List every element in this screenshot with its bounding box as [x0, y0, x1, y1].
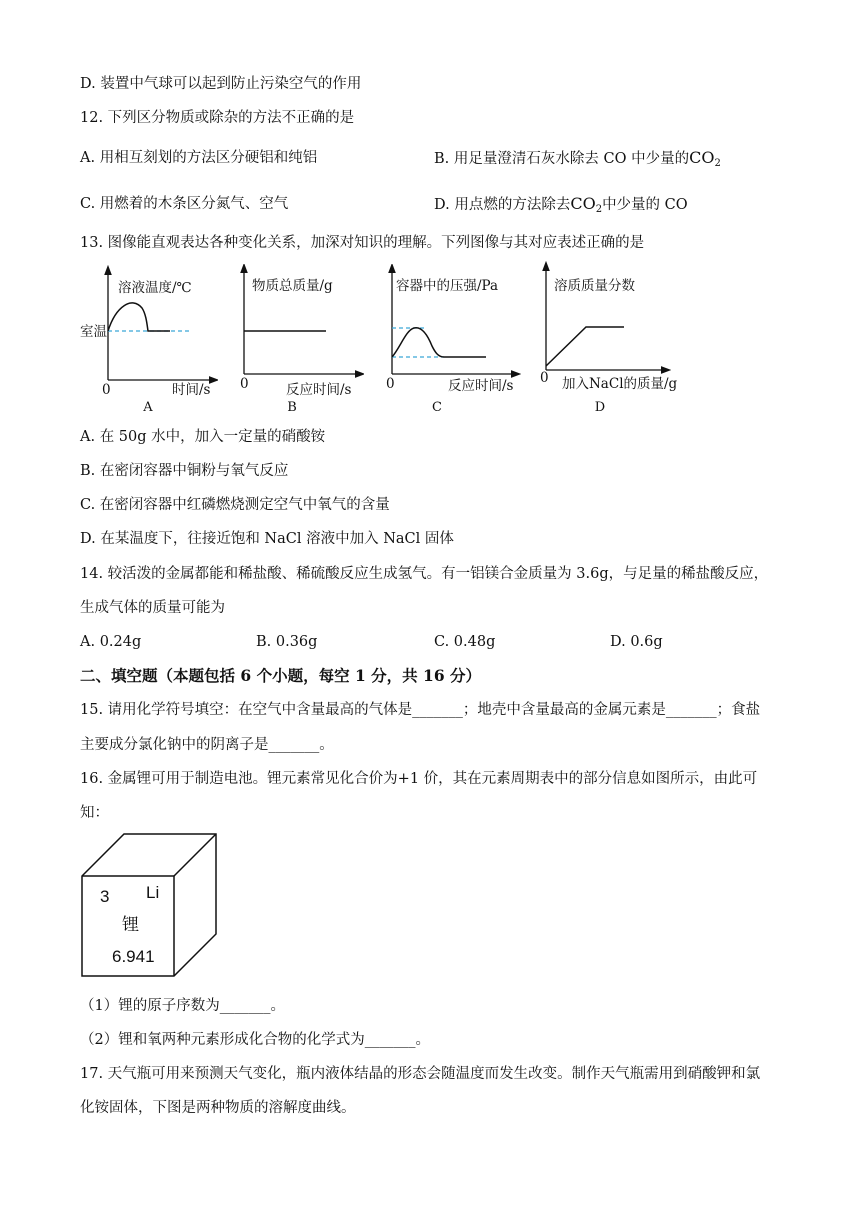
graph-b-origin: 0	[240, 376, 249, 392]
q13-stem: 13. 图像能直观表达各种变化关系，加深对知识的理解。下列图像与其对应表述正确的是	[80, 235, 645, 251]
graph-d-letter: D	[594, 400, 606, 415]
graph-c-ylabel: 容器中的压强/Pa	[396, 278, 499, 294]
element-tile	[80, 832, 220, 982]
element-number: 3	[100, 887, 110, 906]
graph-d-curve	[546, 327, 624, 366]
graph-c-origin: 0	[386, 376, 395, 392]
q16-line2: 知：	[80, 805, 109, 821]
element-name: 锂	[122, 915, 139, 934]
q12-option-d-text: D. 用点燃的方法除去	[434, 197, 571, 213]
graph-a-ylabel: 溶液温度/℃	[118, 280, 192, 296]
q12-option-b-text: B. 用足量澄清石灰水除去 CO 中少量的	[434, 151, 690, 167]
graph-c-curve	[392, 328, 486, 357]
q15-line1: 15. 请用化学符号填空：在空气中含量最高的气体是_______；地壳中含量最高的金属元素是_______；食盐	[80, 702, 761, 718]
graph-d	[536, 260, 688, 398]
q12-option-d-formula: CO	[570, 194, 596, 213]
q14-stem-line1: 14. 较活泼的金属都能和稀盐酸、稀硫酸反应生成氢气。有一铝镁合金质量为 3.6g，与足量的稀盐酸反应，	[80, 566, 769, 582]
q17-line2: 化铵固体，下图是两种物质的溶解度曲线。	[80, 1100, 356, 1116]
graph-a-letter: A	[143, 400, 153, 415]
graph-c	[382, 264, 522, 402]
graph-b-letter: B	[287, 400, 297, 415]
q12-stem: 12. 下列区分物质或除杂的方法不正确的是	[80, 110, 355, 126]
graph-a	[78, 264, 218, 402]
q13-option-c: C. 在密闭容器中红磷燃烧测定空气中氧气的含量	[80, 497, 390, 513]
element-symbol: Li	[146, 883, 160, 902]
q12-option-b-formula: CO	[689, 148, 715, 167]
q11-option-d: D. 装置中气球可以起到防止污染空气的作用	[80, 76, 362, 92]
graph-d-origin: 0	[540, 370, 549, 386]
q15-line2: 主要成分氯化钠中的阴离子是_______。	[80, 737, 334, 753]
q13-option-d: D. 在某温度下，往接近饱和 NaCl 溶液中加入 NaCl 固体	[80, 531, 454, 547]
graph-b	[236, 264, 364, 402]
graph-d-ylabel: 溶质质量分数	[554, 278, 635, 294]
q12-option-d	[434, 194, 688, 220]
q16-sub2: （2）锂和氧两种元素形成化合物的化学式为_______。	[80, 1032, 430, 1048]
element-mass: 6.941	[112, 947, 155, 966]
q12-option-a: A. 用相互刻划的方法区分硬铝和纯铝	[80, 150, 318, 166]
q12-option-b	[434, 148, 721, 174]
graph-a-curve	[108, 303, 170, 331]
graph-b-ylabel: 物质总质量/g	[252, 278, 333, 294]
q16-line1: 16. 金属锂可用于制造电池。锂元素常见化合价为+1 价，其在元素周期表中的部分信息如图所示，由此可	[80, 771, 758, 787]
q13-option-a: A. 在 50g 水中，加入一定量的硝酸铵	[80, 429, 326, 445]
q12-option-d-tail: 中少量的 CO	[602, 197, 688, 213]
q12-option-c: C. 用燃着的木条区分氮气、空气	[80, 196, 289, 212]
q16-sub1: （1）锂的原子序数为_______。	[80, 998, 285, 1014]
q14-option-b: B. 0.36g	[256, 634, 318, 650]
q12-option-b-subscript: 2	[714, 158, 721, 169]
q14-option-c: C. 0.48g	[434, 634, 496, 650]
q14-stem-line2: 生成气体的质量可能为	[80, 600, 225, 616]
graph-a-ref-label: 室温	[80, 324, 107, 340]
q13-option-b: B. 在密闭容器中铜粉与氧气反应	[80, 463, 289, 479]
q14-option-d: D. 0.6g	[610, 634, 663, 650]
q14-option-a: A. 0.24g	[80, 634, 142, 650]
graph-b-xlabel: 反应时间/s	[286, 382, 352, 398]
graph-d-xlabel: 加入NaCl的质量/g	[562, 376, 678, 392]
graph-c-letter: C	[432, 400, 442, 415]
q17-line1: 17. 天气瓶可用来预测天气变化，瓶内液体结晶的形态会随温度而发生改变。制作天气瓶需用到硝酸钾和氯	[80, 1066, 761, 1082]
graph-c-xlabel: 反应时间/s	[448, 378, 514, 394]
graph-a-origin: 0	[102, 382, 111, 398]
element-tile-side-edge	[174, 834, 216, 876]
q12-option-d-subscript: 2	[595, 204, 603, 215]
graph-a-xlabel: 时间/s	[172, 382, 211, 398]
section-2-title: 二、填空题（本题包括 6 个小题，每空 1 分，共 16 分）	[80, 666, 482, 685]
